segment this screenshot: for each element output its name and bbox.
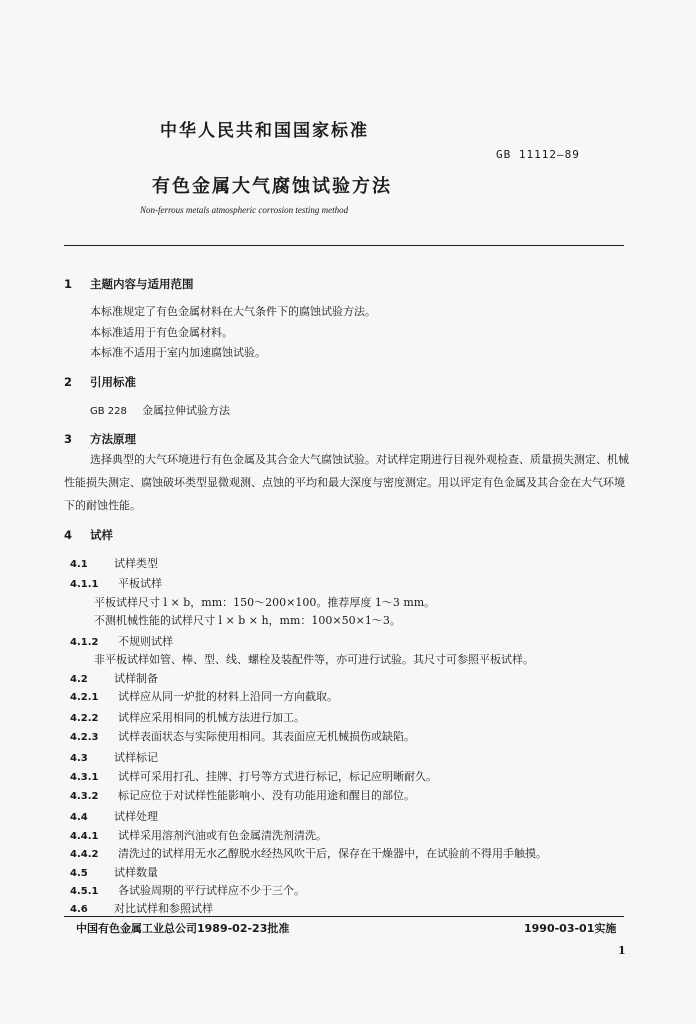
section-1-paragraph-2: 本标准适用于有色金属材料。 (90, 326, 233, 339)
subsection-title: 不规则试样 (118, 635, 173, 648)
footer-divider (64, 916, 624, 917)
subsection-4-2 (70, 670, 158, 686)
subsection-title: 平板试样 (118, 577, 162, 590)
subsection-text: 标记应位于对试样性能影响小、没有功能用途和醒目的部位。 (118, 789, 415, 802)
subsection-text: 各试验周期的平行试样应不少于三个。 (118, 884, 305, 897)
subsection-4-2-3 (70, 728, 415, 744)
subsection-title: 试样类型 (114, 557, 158, 570)
subsection-4-1-2-line-1: 非平板试样如管、棒、型、线、螺栓及装配件等，亦可进行试验。其尺寸可参照平板试样。 (94, 653, 534, 666)
subsection-4-1 (70, 555, 158, 571)
subsection-4-4 (70, 808, 158, 824)
subsection-number: 4.1.1 (70, 579, 99, 590)
subsection-number: 4.4.2 (70, 849, 99, 860)
section-title: 方法原理 (90, 432, 136, 446)
section-title: 引用标准 (90, 375, 136, 389)
section-number: 1 (64, 277, 73, 291)
subsection-number: 4.2 (70, 674, 88, 685)
subsection-title: 试样制备 (114, 672, 158, 685)
subsection-number: 4.3.2 (70, 791, 99, 802)
section-title: 主题内容与适用范围 (90, 277, 194, 291)
subsection-number: 4.5 (70, 868, 88, 879)
section-3-heading (64, 431, 136, 447)
reference-item (90, 402, 230, 418)
subsection-4-2-2 (70, 709, 305, 725)
subsection-number: 4.5.1 (70, 886, 99, 897)
subsection-number: 4.1.2 (70, 637, 99, 648)
subsection-number: 4.2.2 (70, 713, 99, 724)
subsection-4-4-1 (70, 827, 327, 843)
subsection-4-4-2 (70, 845, 547, 861)
subsection-text: 试样表面状态与实际使用相同。其表面应无机械损伤或缺陷。 (118, 730, 415, 743)
subsection-4-3-1 (70, 768, 437, 784)
standard-title: 中华人民共和国国家标准 (160, 121, 369, 141)
section-number: 2 (64, 375, 73, 389)
subsection-4-2-1 (70, 688, 338, 704)
reference-code: GB 228 (90, 406, 127, 417)
subsection-text: 试样应采用相同的机械方法进行加工。 (118, 711, 305, 724)
document-subtitle-english: Non-ferrous metals atmospheric corrosion testing method (140, 205, 349, 215)
document-title: 有色金属大气腐蚀试验方法 (152, 176, 392, 197)
page-number: 1 (618, 944, 626, 957)
subsection-4-1-1 (70, 575, 162, 591)
standard-code: GB 11112—89 (496, 148, 580, 161)
section-4-heading (64, 527, 113, 543)
subsection-number: 4.3 (70, 753, 88, 764)
section-title: 试样 (90, 528, 113, 542)
subsection-4-1-1-line-1: 平板试样尺寸 l × b，mm：150～200×100。推荐厚度 1～3 mm。 (94, 596, 436, 609)
approval-statement: 中国有色金属工业总公司1989-02-23批准 (76, 922, 290, 935)
section-number: 3 (64, 432, 73, 446)
subsection-4-3-2 (70, 787, 415, 803)
subsection-4-1-2 (70, 633, 173, 649)
subsection-text: 试样可采用打孔、挂牌、打号等方式进行标记，标记应明晰耐久。 (118, 770, 437, 783)
subsection-4-5 (70, 864, 158, 880)
subsection-number: 4.6 (70, 904, 88, 915)
section-2-heading (64, 374, 136, 390)
implementation-date: 1990-03-01实施 (524, 922, 617, 935)
subsection-text: 试样应从同一炉批的材料上沿同一方向截取。 (118, 690, 338, 703)
section-number: 4 (64, 528, 73, 542)
section-1-paragraph-1: 本标准规定了有色金属材料在大气条件下的腐蚀试验方法。 (90, 305, 376, 318)
subsection-number: 4.2.3 (70, 732, 99, 743)
header-divider (64, 245, 624, 246)
subsection-4-3 (70, 749, 158, 765)
subsection-number: 4.4 (70, 812, 88, 823)
section-3-paragraph: 选择典型的大气环境进行有色金属及其合金大气腐蚀试验。对试样定期进行目视外观检查、质量损失测定、机械性能损失测定、腐蚀破坏类型显微观测、点蚀的平均和最大深度与密度测定。用以评定有色金属及其合金在大气环境下的耐蚀性能。 (64, 453, 629, 512)
reference-title: 金属拉伸试验方法 (142, 404, 230, 417)
subsection-number: 4.1 (70, 559, 88, 570)
subsection-title: 试样标记 (114, 751, 158, 764)
section-1-paragraph-3: 本标准不适用于室内加速腐蚀试验。 (90, 346, 266, 359)
subsection-title: 试样数量 (114, 866, 158, 879)
subsection-number: 4.4.1 (70, 831, 99, 842)
section-1-heading (64, 276, 194, 292)
subsection-number: 4.2.1 (70, 692, 99, 703)
subsection-text: 清洗过的试样用无水乙醇脱水经热风吹干后，保存在干燥器中，在试验前不得用手触摸。 (118, 847, 547, 860)
subsection-4-6 (70, 900, 213, 916)
subsection-title: 试样处理 (114, 810, 158, 823)
subsection-title: 对比试样和参照试样 (114, 902, 213, 915)
subsection-4-1-1-line-2: 不测机械性能的试样尺寸 l × b × h，mm：100×50×1～3。 (94, 614, 401, 627)
subsection-4-5-1 (70, 882, 305, 898)
subsection-number: 4.3.1 (70, 772, 99, 783)
subsection-text: 试样采用溶剂汽油或有色金属清洗剂清洗。 (118, 829, 327, 842)
